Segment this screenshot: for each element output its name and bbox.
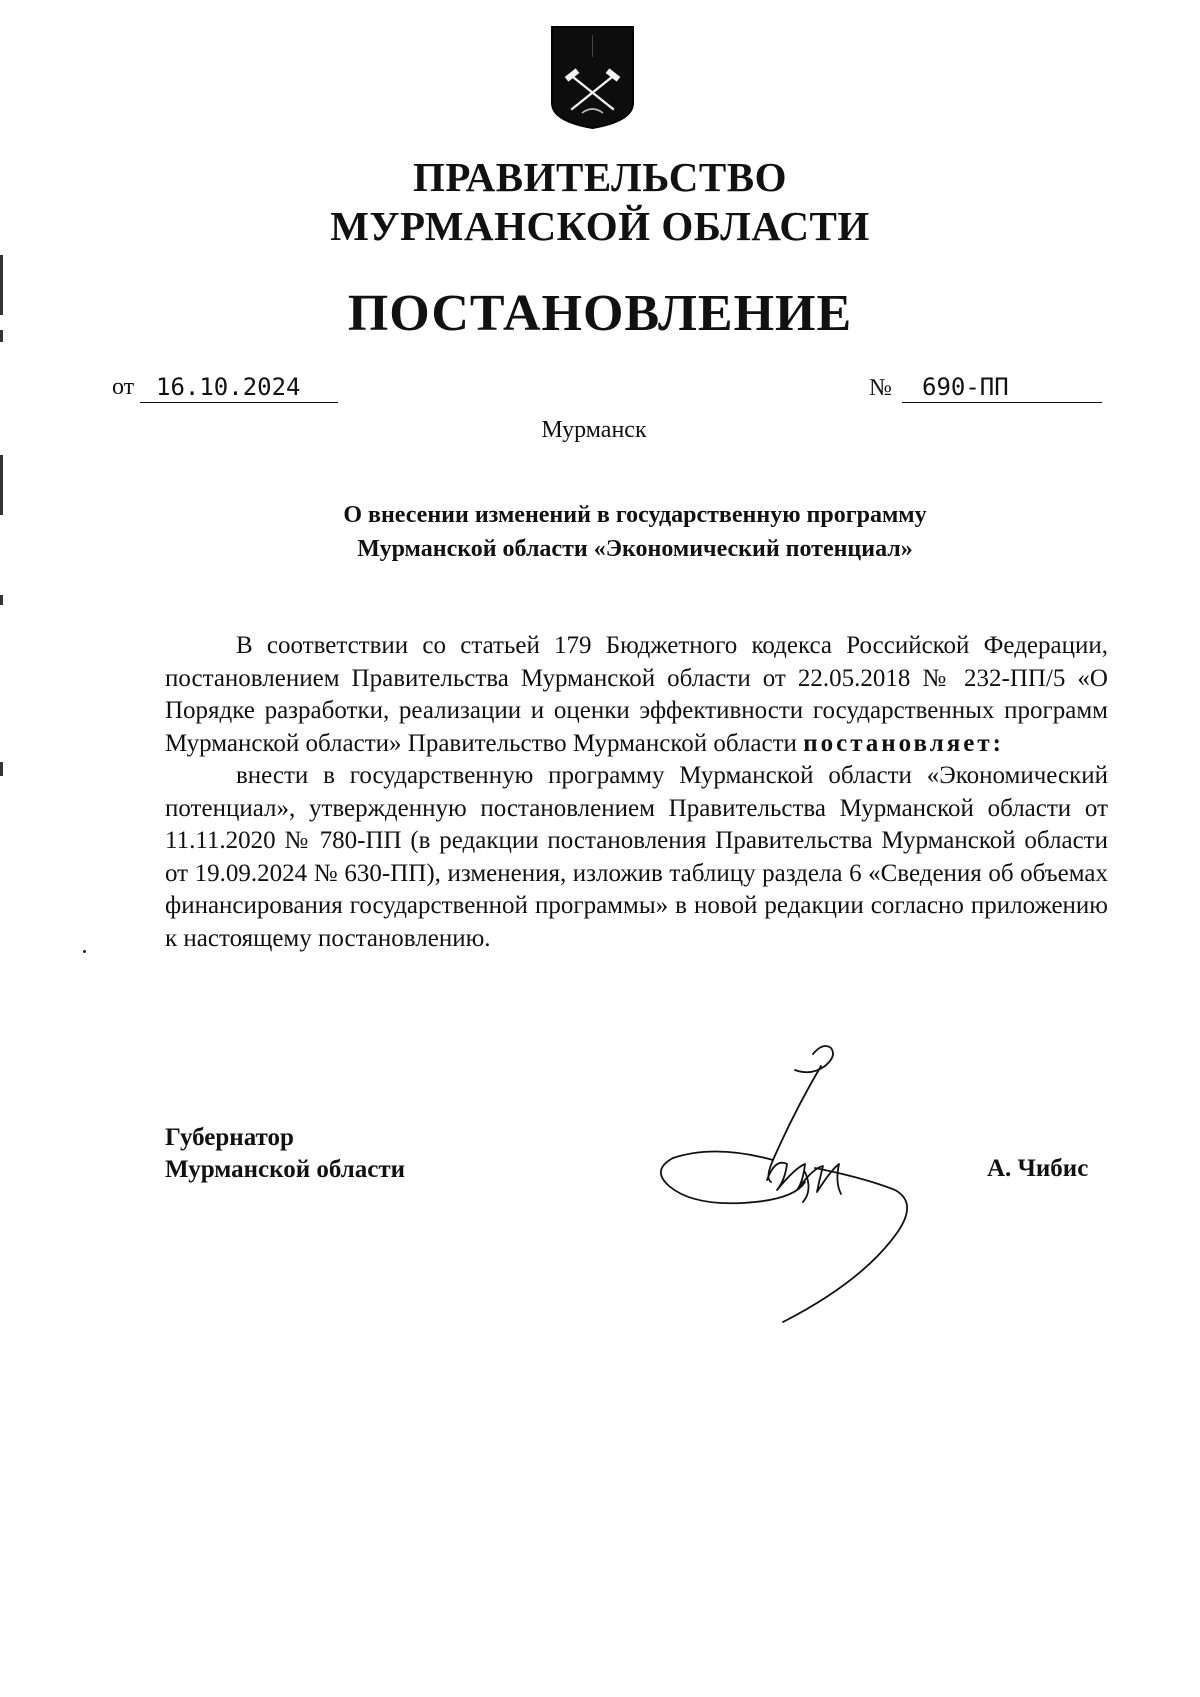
signatory-name: А. Чибис — [987, 1155, 1089, 1182]
signatory-position-line1: Губернатор — [165, 1124, 294, 1151]
body-paragraph-1-text: В соответствии со статьей 179 Бюджетного кодекса Российской Федерации, постановлением Правительства Мурманской области от 22.05.2018 № 232-ПП/5 «О Порядке разработки, реализации и оценки эффективности государственных программ Мурманской области» Правительство Мурманской области — [165, 632, 1108, 757]
document-body — [165, 630, 1108, 955]
document-type-title: ПОСТАНОВЛЕНИЕ — [347, 285, 853, 342]
government-name-line2: МУРМАНСКОЙ ОБЛАСТИ — [330, 203, 870, 249]
document-date: 16.10.2024 — [140, 372, 338, 403]
body-paragraph-1 — [165, 630, 1108, 760]
number-prefix: № — [869, 375, 892, 401]
handwritten-signature-icon — [655, 1040, 935, 1330]
body-paragraph-2: внести в государственную программу Мурманской области «Экономический потенциал», утвержденную постановлением Правительства Мурманской области от 11.11.2020 № 780-ПП (в редакции постановления Правительства Мурманской области от 19.09.2024 № 630-ПП), изменения, изложив таблицу раздела 6 «Сведения об объемах финансирования государственной программы» в новой редакции согласно приложению к настоящему постановлению. — [165, 762, 1108, 952]
date-prefix: от — [112, 374, 135, 400]
subject-line1: О внесении изменений в государственную программу — [343, 502, 927, 528]
signatory-position-line2: Мурманской области — [165, 1156, 406, 1183]
city-name: Мурманск — [541, 417, 647, 443]
government-name-line1: ПРАВИТЕЛЬСТВО — [412, 154, 788, 200]
coat-of-arms-icon — [550, 25, 635, 130]
scan-artifact — [0, 595, 3, 605]
resolution-verb: постановляет: — [803, 729, 1004, 757]
signatory-position — [165, 1122, 405, 1186]
document-number: 690-ПП — [902, 372, 1102, 403]
subject-line2: Мурманской области «Экономический потенциал» — [357, 536, 913, 562]
scan-dot — [83, 950, 86, 953]
scan-artifact — [0, 762, 3, 776]
